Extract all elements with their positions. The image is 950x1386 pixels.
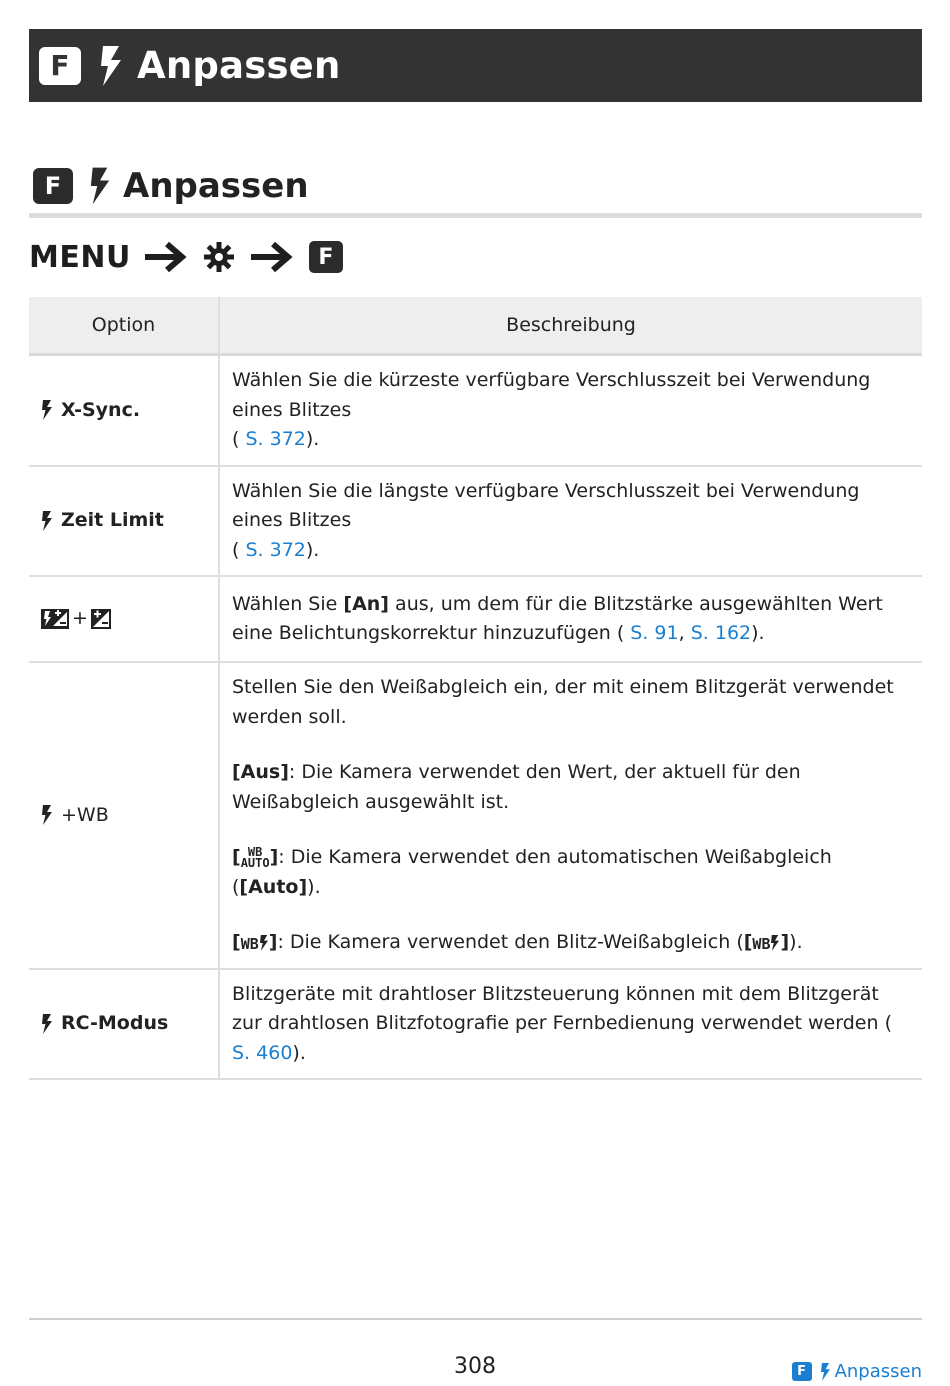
table-row [29,355,922,466]
table-row [29,969,922,1080]
description-cell: Wählen Sie die kürzeste verfügbare Verschlusszeit bei Verwendung eines Blitzes ( S. 372). [219,355,922,466]
custom-f-icon: F [309,241,343,273]
option-cell [29,969,219,1080]
flash-exposure-compensation-icon [41,609,69,629]
table-row [29,662,922,969]
option-cell [29,466,219,577]
table-row [29,466,922,577]
description-cell: Wählen Sie die längste verfügbare Verschlusszeit bei Verwendung eines Blitzes ( S. 372). [219,466,922,577]
wb-auto-icon: WB AUTO [240,844,270,870]
wb-flash-icon: WB [752,935,780,951]
flash-icon [820,1363,831,1381]
exposure-compensation-icon [91,609,111,629]
custom-f-icon: F [33,168,73,204]
flash-icon [41,511,53,531]
section-heading [33,163,309,209]
page-link[interactable]: S. 372 [245,538,306,561]
banner-title: Anpassen [137,44,341,87]
menu-label: MENU [29,239,131,275]
custom-f-icon: F [39,47,81,85]
option-cell [29,355,219,466]
heading-divider [29,213,922,218]
flash-icon [41,805,53,825]
menu-path [29,236,343,278]
page-number: 308 [454,1354,496,1379]
section-title: Anpassen [123,166,309,206]
options-table [29,297,922,1080]
arrow-right-icon [143,241,187,273]
option-plus: + [72,607,88,630]
option-label: Zeit Limit [61,509,164,531]
footer-divider [29,1318,922,1320]
description-cell: Stellen Sie den Weißabgleich ein, der mit einem Blitzgerät verwendet werden soll. [Aus]: Die Kamera verwendet den Wert, der aktuell für den Weißabgleich ausgewählt ist. [ WB AUTO]: Die Kamera verwendet den automatischen Weißabgleich ([Auto]). [WB ]: Die Kamera verwendet den Blitz-Weißabgleich ([WB ]). [219,662,922,969]
option-label: +WB [61,803,109,826]
flash-icon [41,400,53,420]
flash-icon [89,167,111,205]
footer-chapter-label: Anpassen [834,1361,922,1382]
flash-icon [41,1014,53,1034]
option-label: RC-Modus [61,1012,169,1034]
page-link[interactable]: S. 162 [690,622,752,644]
chapter-banner [29,29,922,102]
description-cell: Wählen Sie [An] aus, um dem für die Blitzstärke ausgewählten Wert eine Belichtungskorrektur hinzuzufügen ( S. 91, S. 162). [219,576,922,662]
page-link[interactable]: S. 460 [232,1041,293,1064]
table-row [29,576,922,662]
gear-icon [203,241,235,273]
arrow-right-icon [249,241,293,273]
column-header-description: Beschreibung [219,297,922,355]
page-link[interactable]: S. 372 [245,428,306,450]
footer-chapter-link[interactable] [792,1361,922,1382]
page-link[interactable]: S. 91 [630,622,679,644]
option-label: X-Sync. [61,398,141,421]
flash-icon [99,46,123,86]
column-header-option: Option [29,297,219,355]
table-header-row [29,297,922,355]
wb-flash-icon: WB [241,935,269,951]
option-cell [29,662,219,969]
description-cell: Blitzgeräte mit drahtloser Blitzsteuerung können mit dem Blitzgerät zur drahtlosen Blitzfotografie per Fernbedienung verwendet werden ( S. 460). [219,969,922,1080]
option-cell [29,576,219,662]
custom-f-icon: F [792,1362,812,1381]
